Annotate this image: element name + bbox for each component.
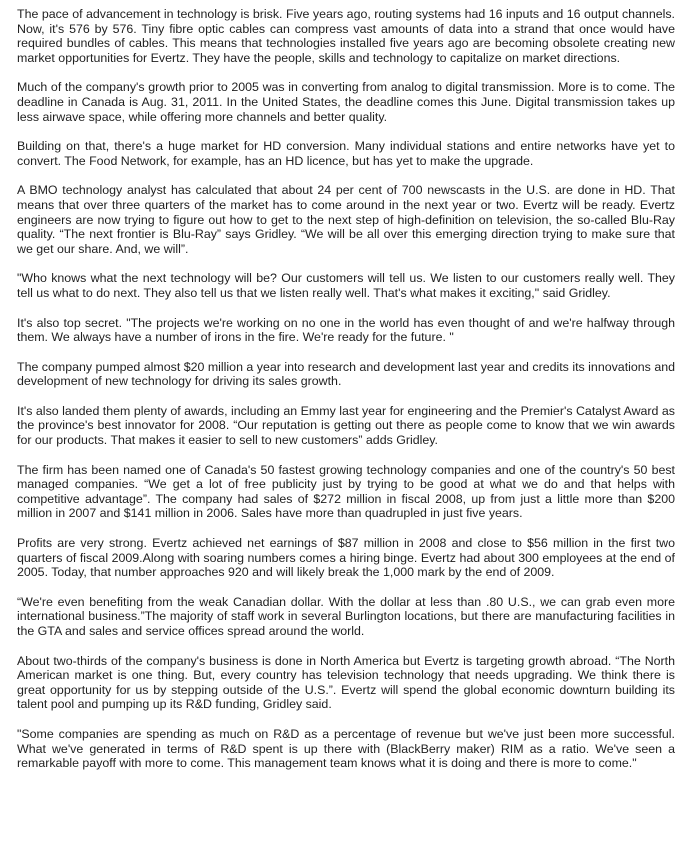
paragraph-next-technology: "Who knows what the next technology will be? Our customers will tell us. We listen to our customers really well. They tell us what to do next. They also tell us that we listen really well. That's what makes it exciting," said Gridley.: [17, 271, 675, 300]
paragraph-bmo-analyst: A BMO technology analyst has calculated that about 24 per cent of 700 newscasts in the U.S. are done in HD. That means that over three quarters of the market has to come around in the next year or two. Evertz will be ready. Evertz engineers are now trying to figure out how to get to the next step of high-definition on television, the so-called Blu-Ray quality. “The next frontier is Blu-Ray” says Gridley. “We will be all over this emerging direction trying to make sure that we get our share. And, we will”.: [17, 183, 675, 256]
paragraph-growth-abroad: About two-thirds of the company's business is done in North America but Evertz is targeting growth abroad. “The North American market is one thing. But, every country has television technology that needs upgrading. We think there is great opportunity for us by stepping outside of the U.S.”. Evertz will spend the global economic downturn building its talent pool and pumping up its R&D funding, Gridley said.: [17, 653, 675, 712]
paragraph-canadian-dollar: “We're even benefiting from the weak Canadian dollar. With the dollar at less than .80 U.S., we can grab even more international business.”The majority of staff work in several Burlington locations, but there are manufacturing facilities in the GTA and sales and service offices spread around the world.: [17, 594, 675, 638]
paragraph-tech-advancement: The pace of advancement in technology is brisk. Five years ago, routing systems had 16 inputs and 16 output channels. Now, it's 576 by 576. Tiny fibre optic cables can compress vast amounts of data into a strand that once would have required bundles of cables. This means that technologies installed five years ago are becoming obsolete creating new market opportunities for Evertz. They have the people, skills and technology to capitalize on market directions.: [17, 7, 675, 65]
paragraph-fastest-growing: The firm has been named one of Canada's 50 fastest growing technology companies and one of the country's 50 best managed companies. “We get a lot of free publicity just by trying to be good at what we do and that helps with competitive advantage”. The company had sales of $272 million in fiscal 2008, up from just a little more than $200 million in 2007 and $141 million in 2006. Sales have more than quadrupled in just five years.: [17, 462, 675, 521]
paragraph-research-development: The company pumped almost $20 million a year into research and development last year and credits its innovations and development of new technology for driving its sales growth.: [17, 359, 675, 389]
paragraph-digital-transmission: Much of the company's growth prior to 2005 was in converting from analog to digital transmission. More is to come. The deadline in Canada is Aug. 31, 2011. In the United States, the deadline comes this June. Digital transmission takes up less airwave space, while offering more channels and better quality.: [17, 80, 675, 124]
paragraph-awards: It's also landed them plenty of awards, including an Emmy last year for engineering and the Premier's Catalyst Award as the province's best innovator for 2008. “Our reputation is getting out there as people come to know that we win awards for our products. That makes it easier to sell to new customers” adds Gridley.: [17, 403, 675, 448]
paragraph-rd-spending: "Some companies are spending as much on R&D as a percentage of revenue but we've just been more successful. What we've generated in terms of R&D spent is up there with (BlackBerry maker) RIM as a ratio. We've seen a remarkable payoff with more to come. This management team knows what it is doing and there is more to come.": [17, 726, 675, 771]
paragraph-hd-conversion: Building on that, there's a huge market for HD conversion. Many individual stations and entire networks have yet to convert. The Food Network, for example, has an HD licence, but has yet to make the upgrade.: [17, 139, 675, 168]
paragraph-top-secret: It's also top secret. "The projects we're working on no one in the world has even thought of and we're halfway through them. We always have a number of irons in the fire. We're ready for the future. ": [17, 315, 675, 345]
paragraph-profits: Profits are very strong. Evertz achieved net earnings of $87 million in 2008 and close to $56 million in the first two quarters of fiscal 2009.Along with soaring numbers comes a hiring binge. Evertz had about 300 employees at the end of 2005. Today, that number approaches 920 and will likely break the 1,000 mark by the end of 2009.: [17, 536, 675, 580]
